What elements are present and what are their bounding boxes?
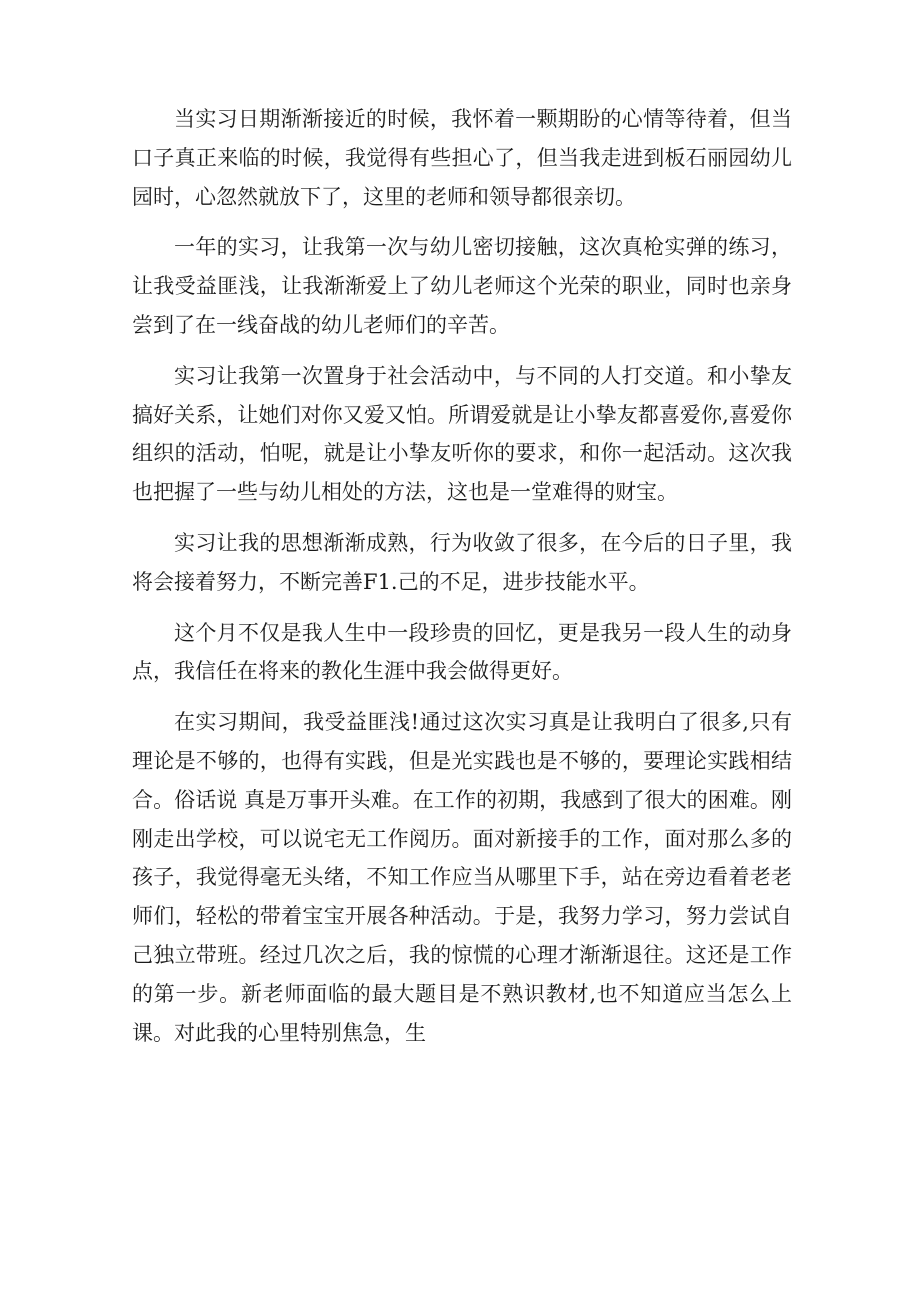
paragraph: 实习让我第一次置身于社会活动中，与不同的人打交道。和小挚友搞好关系，让她们对你又爱又怕。所谓爱就是让小挚友都喜爱你,喜爱你组织的活动，怕呢，就是让小挚友听你的要求，和你一起活动。这次我也把握了一些与幼儿相处的方法，这也是一堂难得的财宝。 [132,363,792,505]
paragraph: 一年的实习，让我第一次与幼儿密切接触，这次真枪实弹的练习，让我受益匪浅，让我渐渐爱上了幼儿老师这个光荣的职业，同时也亲身尝到了在一线奋战的幼儿老师们的辛苦。 [132,235,792,337]
paragraph: 当实习日期渐渐接近的时候，我怀着一颗期盼的心情等待着，但当口子真正来临的时候，我觉得有些担心了，但当我走进到板石丽园幼儿园时，心忽然就放下了，这里的老师和领导都很亲切。 [132,107,792,209]
paragraph: 在实习期间，我受益匪浅!通过这次实习真是让我明白了很多,只有理论是不够的，也得有实践，但是光实践也是不够的，要理论实践相结合。俗话说 真是万事开头难。在工作的初期，我感到了很大的困难。刚刚走出学校，可以说宅无工作阅历。面对新接手的工作，面对那么多的孩子，我觉得毫无头绪，不知工作应当从哪里下手，站在旁边看着老老师们，轻松的带着宝宝开展各种活动。于是，我努力学习，努力尝试自己独立带班。经过几次之后，我的惊慌的心理才渐渐退往。这还是工作的第一步。新老师面临的最大题目是不熟识教材,也不知道应当怎么上课。对此我的心里特别焦急，生 [132,710,792,1045]
paragraph: 这个月不仅是我人生中一段珍贵的回忆，更是我另一段人生的动身点，我信任在将来的教化生涯中我会做得更好。 [132,620,792,684]
document-body [132,100,792,1064]
paragraph: 实习让我的思想渐渐成熟，行为收敛了很多，在今后的日子里，我将会接着努力，不断完善F1.己的不足，进步技能水平。 [132,530,792,594]
